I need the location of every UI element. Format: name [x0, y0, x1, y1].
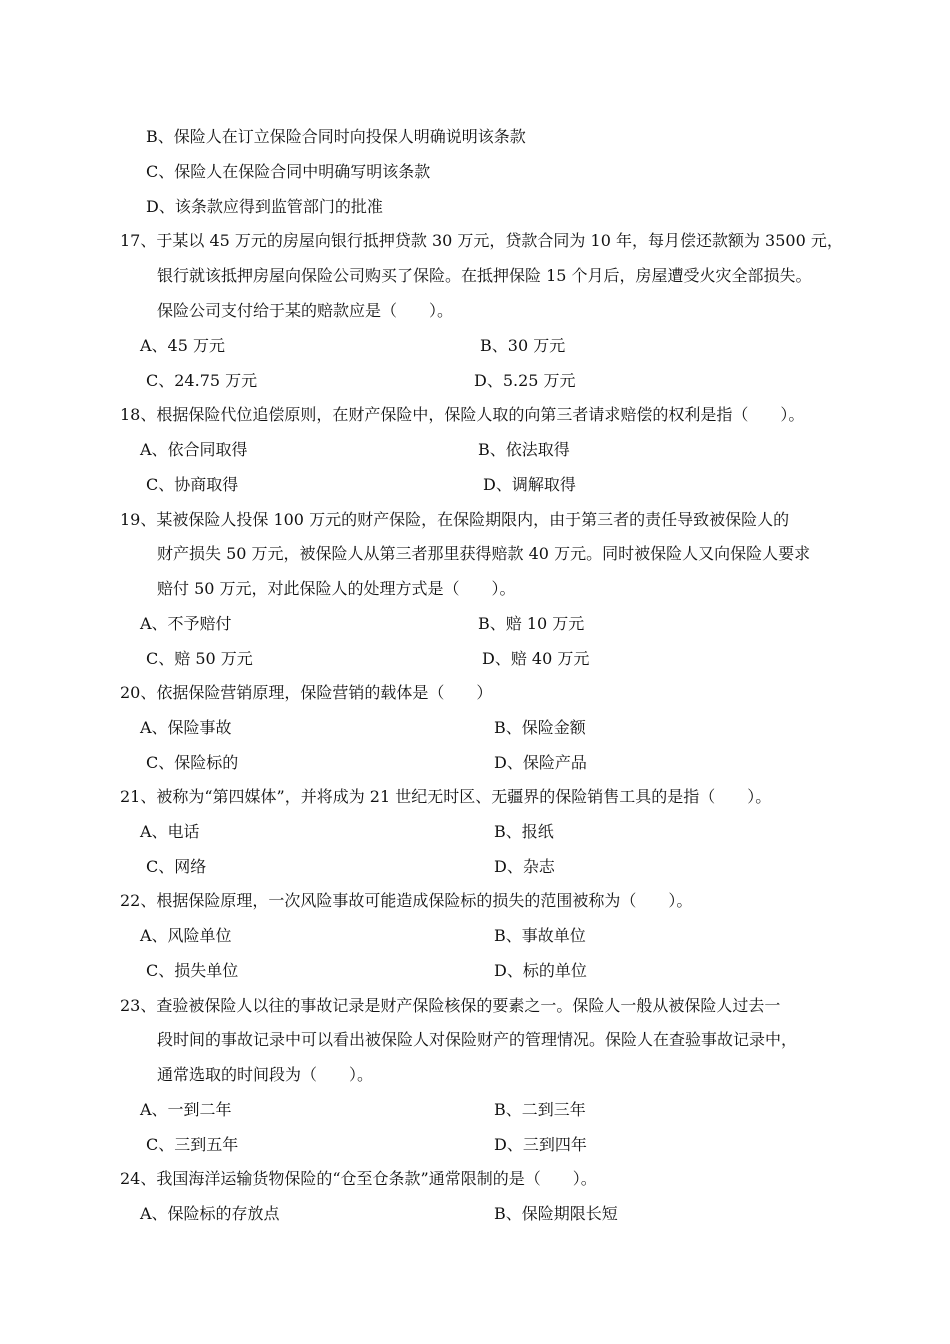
option-19-b: B、赔 10 万元	[478, 614, 585, 633]
option-17-d: D、5.25 万元	[474, 371, 576, 390]
option-19-a: A、不予赔付	[140, 614, 232, 633]
option-17-a: A、45 万元	[140, 336, 226, 355]
option-17-b: B、30 万元	[480, 336, 566, 355]
question-19-line-2: 财产损失 50 万元，被保险人从第三者那里获得赔款 40 万元。同时被保险人又向保险人要求	[157, 544, 811, 563]
question-24: 24、我国海洋运输货物保险的“仓至仓条款”通常限制的是（ ）。	[120, 1169, 597, 1188]
question-19-line-1: 19、某被保险人投保 100 万元的财产保险，在保险期限内，由于第三者的责任导致被保险人的	[120, 510, 790, 529]
option-22-a: A、风险单位	[140, 926, 232, 945]
option-24-b: B、保险期限长短	[494, 1204, 618, 1223]
question-18: 18、根据保险代位追偿原则，在财产保险中，保险人取的向第三者请求赔偿的权利是指（ ）。	[120, 405, 805, 424]
question-17-line-3: 保险公司支付给于某的赔款应是（ ）。	[157, 301, 454, 320]
option-22-b: B、事故单位	[494, 926, 586, 945]
question-21: 21、被称为“第四媒体”，并将成为 21 世纪无时区、无疆界的保险销售工具的是指（ ）。	[120, 787, 772, 806]
question-17-line-2: 银行就该抵押房屋向保险公司购买了保险。在抵押保险 15 个月后，房屋遭受火灾全部损失。	[157, 266, 812, 285]
option-20-b: B、保险金额	[494, 718, 586, 737]
option-21-d: D、杂志	[494, 857, 555, 876]
option-19-c: C、赔 50 万元	[146, 649, 253, 668]
question-20: 20、依据保险营销原理，保险营销的载体是（ ）	[120, 683, 493, 702]
option-24-a: A、保险标的存放点	[140, 1204, 280, 1223]
option-16-d: D、该条款应得到监管部门的批准	[146, 197, 383, 216]
question-23-line-3: 通常选取的时间段为（ ）。	[157, 1065, 374, 1084]
option-18-c: C、协商取得	[146, 475, 239, 494]
option-18-b: B、依法取得	[478, 440, 570, 459]
option-16-c: C、保险人在保险合同中明确写明该条款	[146, 162, 431, 181]
option-18-d: D、调解取得	[483, 475, 576, 494]
question-23-line-1: 23、查验被保险人以往的事故记录是财产保险核保的要素之一。保险人一般从被保险人过去一	[120, 996, 781, 1015]
option-21-a: A、电话	[140, 822, 200, 841]
question-23-line-2: 段时间的事故记录中可以看出被保险人对保险财产的管理情况。保险人在查验事故记录中，	[157, 1030, 798, 1049]
question-22: 22、根据保险原理，一次风险事故可能造成保险标的损失的范围被称为（ ）。	[120, 891, 693, 910]
option-17-c: C、24.75 万元	[146, 371, 258, 390]
option-21-c: C、网络	[146, 857, 207, 876]
option-21-b: B、报纸	[494, 822, 554, 841]
option-19-d: D、赔 40 万元	[482, 649, 590, 668]
option-23-c: C、三到五年	[146, 1135, 239, 1154]
option-20-c: C、保险标的	[146, 753, 239, 772]
option-20-d: D、保险产品	[494, 753, 587, 772]
option-16-b: B、保险人在订立保险合同时向投保人明确说明该条款	[146, 127, 526, 146]
question-19-line-3: 赔付 50 万元，对此保险人的处理方式是（ ）。	[157, 579, 516, 598]
option-23-d: D、三到四年	[494, 1135, 587, 1154]
option-22-d: D、标的单位	[494, 961, 587, 980]
option-18-a: A、依合同取得	[140, 440, 248, 459]
option-23-a: A、一到二年	[140, 1100, 232, 1119]
option-20-a: A、保险事故	[140, 718, 232, 737]
question-17-line-1: 17、于某以 45 万元的房屋向银行抵押贷款 30 万元，贷款合同为 10 年，每月偿还款额为 3500 元，	[120, 231, 843, 250]
option-23-b: B、二到三年	[494, 1100, 586, 1119]
option-22-c: C、损失单位	[146, 961, 239, 980]
